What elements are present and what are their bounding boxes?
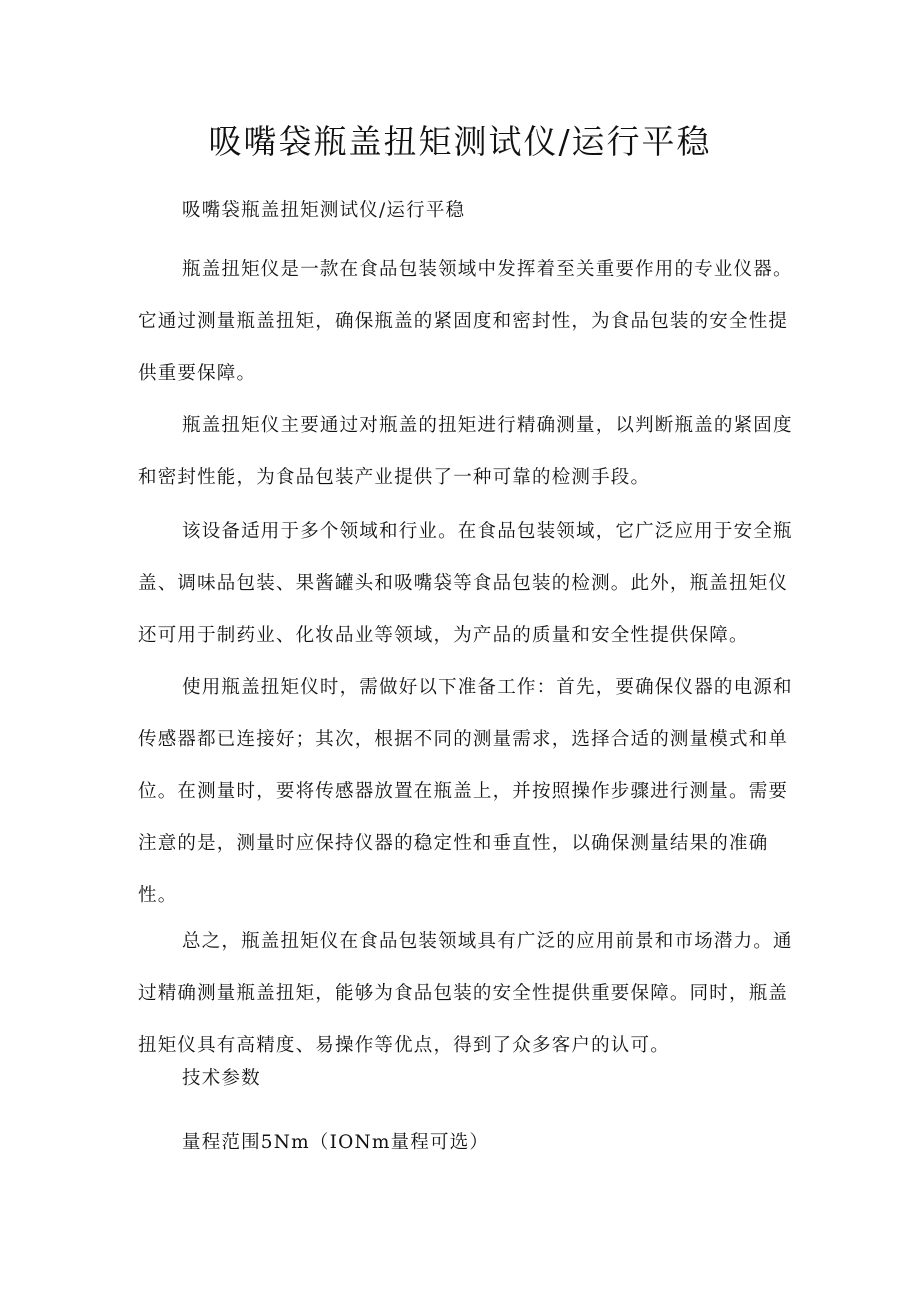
spec-range: 量程范围5Nm（IONm量程可选） — [182, 1132, 490, 1153]
document-subtitle: 吸嘴袋瓶盖扭矩测试仪/运行平稳 — [182, 200, 466, 221]
paragraph-summary: 总之，瓶盖扭矩仪在食品包装领域具有广泛的应用前景和市场潜力。通过精确测量瓶盖扭矩，能够为食品包装的安全性提供重要保障。同时，瓶盖扭矩仪具有高精度、易操作等优点，得到了众多客户的认可。 — [138, 931, 793, 1056]
paragraph-usage: 使用瓶盖扭矩仪时，需做好以下准备工作：首先，要确保仪器的电源和传感器都已连接好；其次，根据不同的测量需求，选择合适的测量模式和单位。在测量时，要将传感器放置在瓶盖上，并按照操作步骤进行测量。需要注意的是，测量时应保持仪器的稳定性和垂直性，以确保测量结果的准确性。 — [138, 677, 793, 906]
paragraph-intro: 瓶盖扭矩仪是一款在食品包装领域中发挥着至关重要作用的专业仪器。它通过测量瓶盖扭矩，确保瓶盖的紧固度和密封性，为食品包装的安全性提供重要保障。 — [138, 259, 793, 384]
section-heading: 技术参数 — [182, 1068, 261, 1089]
paragraph-applications: 该设备适用于多个领域和行业。在食品包装领域，它广泛应用于安全瓶盖、调味品包装、果酱罐头和吸嘴袋等食品包装的检测。此外，瓶盖扭矩仪还可用于制药业、化妆品业等领域，为产品的质量和安全性提供保障。 — [138, 521, 793, 646]
paragraph-principle: 瓶盖扭矩仪主要通过对瓶盖的扭矩进行精确测量，以判断瓶盖的紧固度和密封性能，为食品包装产业提供了一种可靠的检测手段。 — [138, 415, 793, 488]
page-title: 吸嘴袋瓶盖扭矩测试仪/运行平稳 — [208, 122, 712, 161]
